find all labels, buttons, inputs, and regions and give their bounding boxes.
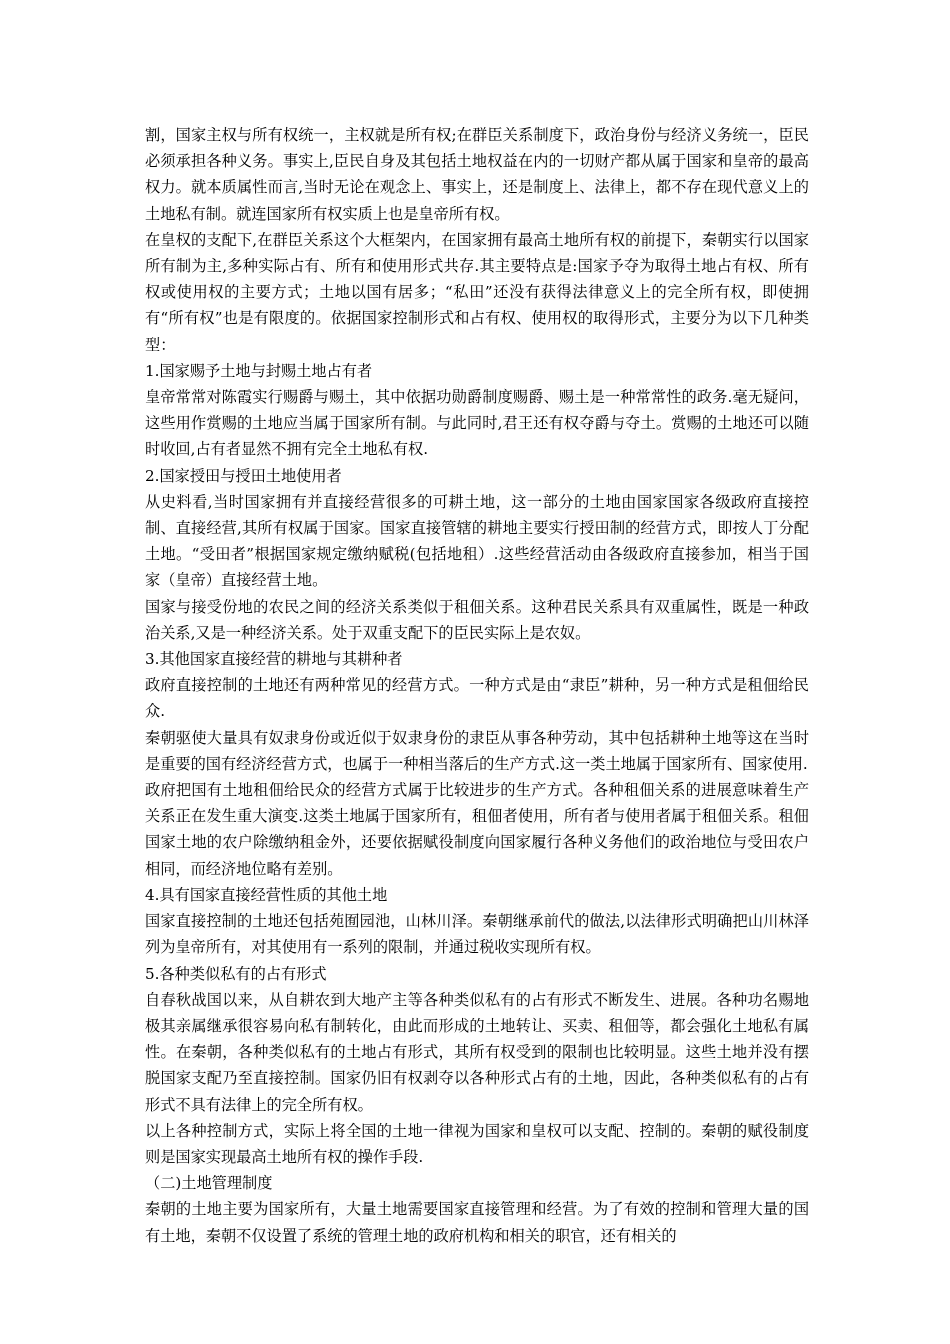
paragraph: 从史料看,当时国家拥有并直接经营很多的可耕土地，这一部分的土地由国家国家各级政府直接控制、直接经营,其所有权属于国家。国家直接管辖的耕地主要实行授田制的经营方式，即按人丁分配土地。“受田者”根据国家规定缴纳赋税(包括地租）.这些经营活动由各级政府直接参加，相当于国家（皇帝）直接经营土地。 xyxy=(145,492,809,590)
section-heading: 2.国家授田与授田土地使用者 xyxy=(145,466,342,485)
section-heading: 1.国家赐予土地与封赐土地占有者 xyxy=(145,361,373,380)
paragraph: 自春秋战国以来，从自耕农到大地产主等各种类似私有的占有形式不断发生、进展。各种功名赐地极其亲属继承很容易向私有制转化，由此而形成的土地转让、买卖、租佃等，都会强化土地私有属性。在秦朝，各种类似私有的土地占有形式，其所有权受到的限制也比较明显。这些土地并没有摆脱国家支配乃至直接控制。国家仍旧有权剥夺以各种形式占有的土地，因此，各种类似私有的占有形式不具有法律上的完全所有权。 xyxy=(145,990,809,1114)
section-heading: 3.其他国家直接经营的耕地与其耕种者 xyxy=(145,650,403,669)
paragraph: 政府直接控制的土地还有两种常见的经营方式。一种方式是由“隶臣”耕种，另一种方式是租佃给民众. xyxy=(145,676,809,721)
section-heading: （二)土地管理制度 xyxy=(145,1174,273,1193)
paragraph: 以上各种控制方式，实际上将全国的土地一律视为国家和皇权可以支配、控制的。秦朝的赋役制度则是国家实现最高土地所有权的操作手段. xyxy=(145,1121,809,1166)
paragraph: 秦朝驱使大量具有奴隶身份或近似于奴隶身份的隶臣从事各种劳动，其中包括耕种土地等这在当时是重要的国有经济经营方式，也属于一种相当落后的生产方式.这一类土地属于国家所有、国家使用. xyxy=(145,728,809,773)
paragraph: 政府把国有土地租佃给民众的经营方式属于比较进步的生产方式。各种租佃关系的进展意味着生产关系正在发生重大演变.这类土地属于国家所有，租佃者使用，所有者与使用者属于租佃关系。租佃国家土地的农户除缴纳租金外，还要依据赋役制度向国家履行各种义务他们的政治地位与受田农户相同，而经济地位略有差别。 xyxy=(145,781,809,878)
paragraph: 国家与接受份地的农民之间的经济关系类似于租佃关系。这种君民关系具有双重属性，既是一种政治关系,又是一种经济关系。处于双重支配下的臣民实际上是农奴。 xyxy=(145,597,809,642)
paragraph: 割，国家主权与所有权统一，主权就是所有权;在群臣关系制度下，政治身份与经济义务统一，臣民必须承担各种义务。事实上,臣民自身及其包括土地权益在内的一切财产都从属于国家和皇帝的最高权力。就本质属性而言,当时无论在观念上、事实上，还是制度上、法律上，都不存在现代意义上的土地私有制。就连国家所有权实质上也是皇帝所有权。 xyxy=(145,126,809,223)
document-body xyxy=(145,122,809,1249)
section-heading: 4.具有国家直接经营性质的其他土地 xyxy=(145,885,388,904)
paragraph: 国家直接控制的土地还包括苑囿园池，山林川泽。秦朝继承前代的做法,以法律形式明确把山川林泽列为皇帝所有，对其使用有一系列的限制，并通过税收实现所有权。 xyxy=(145,912,809,957)
paragraph: 皇帝常常对陈霞实行赐爵与赐土，其中依据功勋爵制度赐爵、赐土是一种常常性的政务.毫无疑问，这些用作赏赐的土地应当属于国家所有制。与此同时,君王还有权夺爵与夺土。赏赐的土地还可以随时收回,占有者显然不拥有完全土地私有权. xyxy=(145,388,809,459)
paragraph: 秦朝的土地主要为国家所有，大量土地需要国家直接管理和经营。为了有效的控制和管理大量的国有土地，秦朝不仅设置了系统的管理土地的政府机构和相关的职官，还有相关的 xyxy=(145,1200,809,1245)
section-heading: 5.各种类似私有的占有形式 xyxy=(145,964,327,983)
paragraph: 在皇权的支配下,在群臣关系这个大框架内，在国家拥有最高土地所有权的前提下，秦朝实行以国家所有制为主,多种实际占有、所有和使用形式共存.其主要特点是:国家予夺为取得土地占有权、所有权或使用权的主要方式；土地以国有居多；“私田”还没有获得法律意义上的完全所有权，即使拥有“所有权”也是有限度的。依据国家控制形式和占有权、使用权的取得形式，主要分为以下几种类型： xyxy=(145,230,809,354)
